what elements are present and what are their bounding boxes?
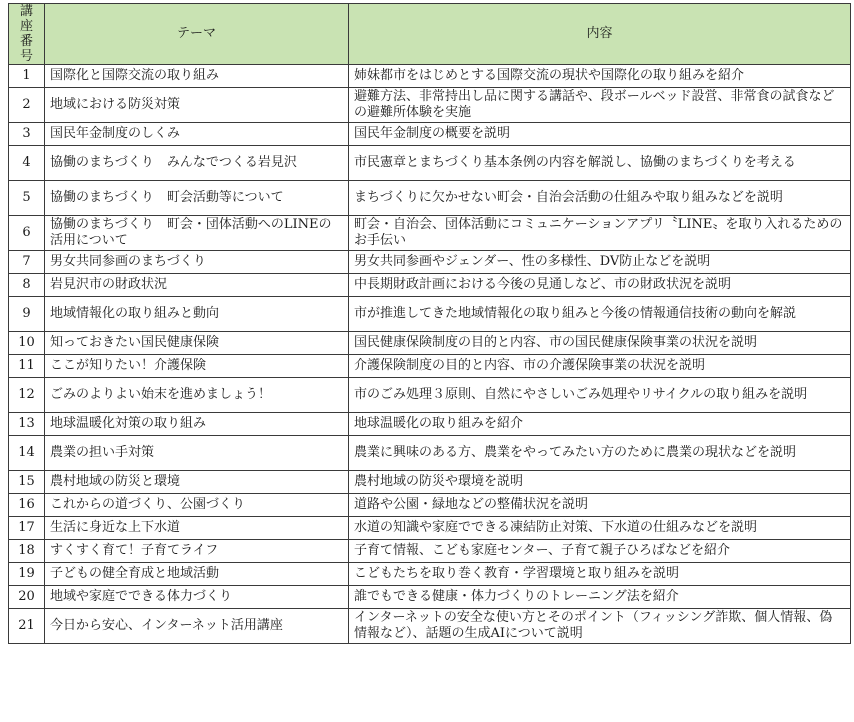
- course-theme: 農業の担い手対策: [45, 436, 349, 471]
- course-content: 町会・自治会、団体活動にコミュニケーションアプリ〝LINE〟を取り入れるためのお手伝い: [349, 216, 851, 251]
- course-content: 子育て情報、こども家庭センター、子育て親子ひろばなどを紹介: [349, 540, 851, 563]
- course-content: 国民健康保険制度の目的と内容、市の国民健康保険事業の状況を説明: [349, 332, 851, 355]
- course-content: 水道の知識や家庭でできる凍結防止対策、下水道の仕組みなどを説明: [349, 517, 851, 540]
- course-content: 地球温暖化の取り組みを紹介: [349, 413, 851, 436]
- course-number: 2: [9, 88, 45, 123]
- table-row: [9, 355, 851, 378]
- header-course-number-line1: 講座: [19, 4, 33, 34]
- course-theme: すくすく育て！子育てライフ: [45, 540, 349, 563]
- header-course-number-line2: 番号: [19, 34, 33, 64]
- course-theme: 今日から安心、インターネット活用講座: [45, 609, 349, 644]
- course-number: 1: [9, 65, 45, 88]
- table-row: [9, 146, 851, 181]
- table-row: [9, 563, 851, 586]
- course-number: 11: [9, 355, 45, 378]
- course-theme: 協働のまちづくり 町会活動等について: [45, 181, 349, 216]
- course-number: 10: [9, 332, 45, 355]
- header-content: 内容: [349, 4, 851, 65]
- course-content: 市のごみ処理３原則、自然にやさしいごみ処理やリサイクルの取り組みを説明: [349, 378, 851, 413]
- course-content: 国民年金制度の概要を説明: [349, 123, 851, 146]
- course-theme: 国際化と国際交流の取り組み: [45, 65, 349, 88]
- course-number: 12: [9, 378, 45, 413]
- course-theme: 国民年金制度のしくみ: [45, 123, 349, 146]
- course-content: 姉妹都市をはじめとする国際交流の現状や国際化の取り組みを紹介: [349, 65, 851, 88]
- table-row: [9, 436, 851, 471]
- course-theme: 協働のまちづくり みんなでつくる岩見沢: [45, 146, 349, 181]
- table-row: [9, 251, 851, 274]
- course-content: こどもたちを取り巻く教育・学習環境と取り組みを説明: [349, 563, 851, 586]
- course-theme: 地域における防災対策: [45, 88, 349, 123]
- table-header-row: [9, 4, 851, 65]
- course-content: 市民憲章とまちづくり基本条例の内容を解説し、協働のまちづくりを考える: [349, 146, 851, 181]
- course-number: 19: [9, 563, 45, 586]
- table-row: [9, 586, 851, 609]
- table-row: [9, 540, 851, 563]
- course-number: 9: [9, 297, 45, 332]
- course-number: 13: [9, 413, 45, 436]
- course-theme: 協働のまちづくり 町会・団体活動へのLINEの活用について: [45, 216, 349, 251]
- course-theme: 地球温暖化対策の取り組み: [45, 413, 349, 436]
- course-number: 21: [9, 609, 45, 644]
- course-theme: これからの道づくり、公園づくり: [45, 494, 349, 517]
- course-content: 介護保険制度の目的と内容、市の介護保険事業の状況を説明: [349, 355, 851, 378]
- course-number: 8: [9, 274, 45, 297]
- course-number: 6: [9, 216, 45, 251]
- course-number: 18: [9, 540, 45, 563]
- table-row: [9, 378, 851, 413]
- course-theme: 地域や家庭でできる体力づくり: [45, 586, 349, 609]
- course-number: 15: [9, 471, 45, 494]
- table-row: [9, 216, 851, 251]
- course-content: 市が推進してきた地域情報化の取り組みと今後の情報通信技術の動向を解説: [349, 297, 851, 332]
- table-row: [9, 413, 851, 436]
- table-row: [9, 274, 851, 297]
- table-row: [9, 65, 851, 88]
- course-number: 20: [9, 586, 45, 609]
- header-theme: テーマ: [45, 4, 349, 65]
- course-theme: 農村地域の防災と環境: [45, 471, 349, 494]
- course-theme: ここが知りたい！介護保険: [45, 355, 349, 378]
- course-content: まちづくりに欠かせない町会・自治会活動の仕組みや取り組みなどを説明: [349, 181, 851, 216]
- course-number: 3: [9, 123, 45, 146]
- course-theme: 男女共同参画のまちづくり: [45, 251, 349, 274]
- course-number: 7: [9, 251, 45, 274]
- course-number: 4: [9, 146, 45, 181]
- course-content: 農業に興味のある方、農業をやってみたい方のために農業の現状などを説明: [349, 436, 851, 471]
- table-row: [9, 494, 851, 517]
- table-row: [9, 609, 851, 644]
- course-theme: 子どもの健全育成と地域活動: [45, 563, 349, 586]
- table-row: [9, 332, 851, 355]
- course-theme: 知っておきたい国民健康保険: [45, 332, 349, 355]
- course-content: インターネットの安全な使い方とそのポイント（フィッシング詐欺、個人情報、偽情報など）、話題の生成AIについて説明: [349, 609, 851, 644]
- course-content: 中長期財政計画における今後の見通しなど、市の財政状況を説明: [349, 274, 851, 297]
- course-content: 避難方法、非常持出し品に関する講話や、段ボールベッド設営、非常食の試食などの避難所体験を実施: [349, 88, 851, 123]
- course-number: 14: [9, 436, 45, 471]
- course-theme: 岩見沢市の財政状況: [45, 274, 349, 297]
- course-theme: 地域情報化の取り組みと動向: [45, 297, 349, 332]
- course-table: [8, 3, 851, 644]
- table-row: [9, 297, 851, 332]
- table-row: [9, 123, 851, 146]
- table-row: [9, 517, 851, 540]
- course-number: 16: [9, 494, 45, 517]
- table-row: [9, 88, 851, 123]
- table-row: [9, 471, 851, 494]
- course-number: 5: [9, 181, 45, 216]
- table-row: [9, 181, 851, 216]
- course-content: 農村地域の防災や環境を説明: [349, 471, 851, 494]
- course-content: 男女共同参画やジェンダー、性の多様性、DV防止などを説明: [349, 251, 851, 274]
- course-theme: 生活に身近な上下水道: [45, 517, 349, 540]
- course-number: 17: [9, 517, 45, 540]
- course-content: 道路や公園・緑地などの整備状況を説明: [349, 494, 851, 517]
- header-course-number: [9, 4, 45, 65]
- course-content: 誰でもできる健康・体力づくりのトレーニング法を紹介: [349, 586, 851, 609]
- course-theme: ごみのよりよい始末を進めましょう！: [45, 378, 349, 413]
